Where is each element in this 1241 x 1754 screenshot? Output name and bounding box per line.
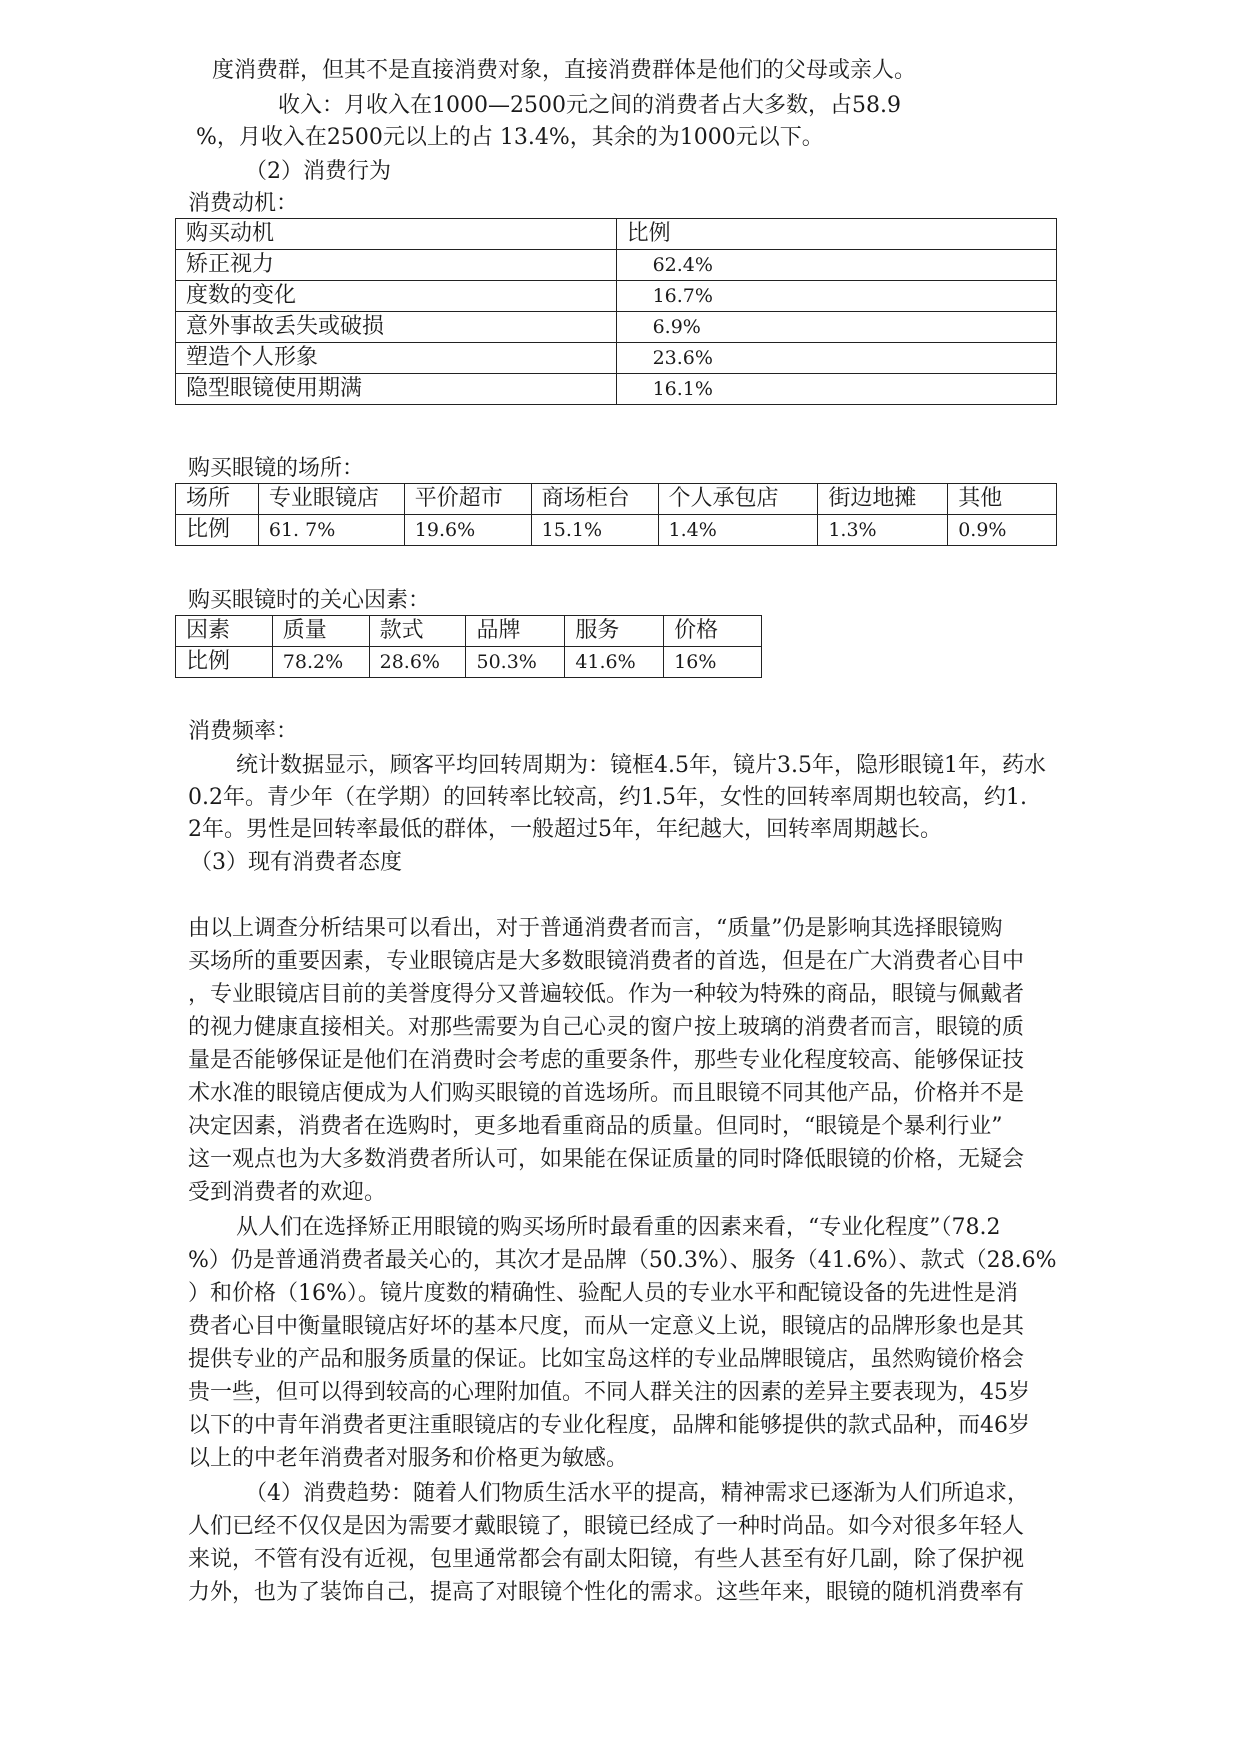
- table-header-cell: 专业眼镜店: [258, 484, 404, 515]
- table-cell: 比例: [176, 647, 273, 678]
- table-cell: 1.3%: [818, 515, 948, 546]
- text-line: 0.2年。青少年（在学期）的回转率比较高，约1.5年，女性的回转率周期也较高，约1.: [188, 785, 1027, 810]
- table-cell: 50.3%: [466, 647, 565, 678]
- place-table: [175, 483, 1057, 546]
- table-header-cell: 品牌: [466, 616, 565, 647]
- text-line: 由以上调查分析结果可以看出，对于普通消费者而言，“质量”仍是影响其选择眼镜购: [188, 916, 1003, 941]
- table-header-row: [176, 616, 762, 647]
- table-cell: 隐型眼镜使用期满: [176, 374, 617, 405]
- table-header-cell: 场所: [176, 484, 259, 515]
- table-cell: 41.6%: [565, 647, 664, 678]
- table-header-cell: 比例: [616, 219, 1056, 250]
- table-row: [176, 250, 1057, 281]
- table-header-cell: 个人承包店: [658, 484, 818, 515]
- table-header-cell: 款式: [369, 616, 466, 647]
- table-header-cell: 价格: [664, 616, 762, 647]
- text-line: 来说，不管有没有近视，包里通常都会有副太阳镜，有些人甚至有好几副，除了保护视: [188, 1547, 1025, 1572]
- text-line: 买场所的重要因素，专业眼镜店是大多数眼镜消费者的首选，但是在广大消费者心目中: [188, 949, 1025, 974]
- table-title: 购买眼镜的场所：: [188, 456, 365, 481]
- table-row: [176, 281, 1057, 312]
- text-line: 这一观点也为大多数消费者所认可，如果能在保证质量的同时降低眼镜的价格，无疑会: [188, 1147, 1025, 1172]
- text-line: 以下的中青年消费者更注重眼镜店的专业化程度，品牌和能够提供的款式品种，而46岁: [188, 1413, 1030, 1438]
- text-line: （4）消费趋势：随着人们物质生活水平的提高，精神需求已逐渐为人们所追求，: [245, 1481, 1029, 1506]
- table-cell: 23.6%: [616, 343, 1056, 374]
- table-row: [176, 343, 1057, 374]
- text-line: ，专业眼镜店目前的美誉度得分又普遍较低。作为一种较为特殊的商品，眼镜与佩戴者: [188, 982, 1025, 1007]
- text-line: 力外，也为了装饰自己，提高了对眼镜个性化的需求。这些年来，眼镜的随机消费率有: [188, 1580, 1025, 1605]
- text-line: 消费频率：: [188, 719, 299, 744]
- table-header-cell: 服务: [565, 616, 664, 647]
- table-row: [176, 374, 1057, 405]
- table-cell: 度数的变化: [176, 281, 617, 312]
- text-line: %）仍是普通消费者最关心的，其次才是品牌（50.3%）、服务（41.6%）、款式（28.6%: [188, 1248, 1057, 1273]
- table-title: 购买眼镜时的关心因素：: [188, 588, 431, 613]
- table-cell: 28.6%: [369, 647, 466, 678]
- table-header-cell: 其他: [948, 484, 1057, 515]
- section-heading: （2）消费行为: [245, 159, 391, 184]
- table-cell: 6.9%: [616, 312, 1056, 343]
- section-heading: （3）现有消费者态度: [190, 850, 402, 875]
- text-line: 以上的中老年消费者对服务和价格更为敏感。: [188, 1446, 629, 1471]
- text-line: 人们已经不仅仅是因为需要才戴眼镜了，眼镜已经成了一种时尚品。如今对很多年轻人: [188, 1514, 1025, 1539]
- text-line: 2年。男性是回转率最低的群体，一般超过5年，年纪越大，回转率周期越长。: [188, 817, 942, 842]
- table-cell: 19.6%: [404, 515, 531, 546]
- table-header-cell: 平价超市: [404, 484, 531, 515]
- table-header-cell: 购买动机: [176, 219, 617, 250]
- text-line: 受到消费者的欢迎。: [188, 1180, 387, 1205]
- table-header-cell: 因素: [176, 616, 273, 647]
- motive-table: [175, 218, 1057, 405]
- text-line: 决定因素，消费者在选购时，更多地看重商品的质量。但同时，“眼镜是个暴利行业”: [188, 1114, 1003, 1139]
- table-row: [176, 515, 1057, 546]
- text-line: 的视力健康直接相关。对那些需要为自己心灵的窗户按上玻璃的消费者而言，眼镜的质: [188, 1015, 1025, 1040]
- table-header-cell: 商场柜台: [531, 484, 658, 515]
- table-cell: 0.9%: [948, 515, 1057, 546]
- text-line: 费者心目中衡量眼镜店好坏的基本尺度，而从一定意义上说，眼镜店的品牌形象也是其: [188, 1314, 1025, 1339]
- table-row: [176, 312, 1057, 343]
- table-cell: 意外事故丢失或破损: [176, 312, 617, 343]
- text-line: 度消费群，但其不是直接消费对象，直接消费群体是他们的父母或亲人。: [212, 58, 917, 83]
- text-line: ）和价格（16%）。镜片度数的精确性、验配人员的专业水平和配镜设备的先进性是消: [188, 1281, 1018, 1306]
- table-cell: 1.4%: [658, 515, 818, 546]
- table-cell: 比例: [176, 515, 259, 546]
- table-cell: 61. 7%: [258, 515, 404, 546]
- text-line: 提供专业的产品和服务质量的保证。比如宝岛这样的专业品牌眼镜店，虽然购镜价格会: [188, 1347, 1025, 1372]
- text-line: 从人们在选择矫正用眼镜的购买场所时最看重的因素来看，“专业化程度”（78.2: [236, 1215, 1001, 1240]
- table-header-cell: 街边地摊: [818, 484, 948, 515]
- table-cell: 78.2%: [272, 647, 369, 678]
- table-header-row: [176, 219, 1057, 250]
- table-row: [176, 647, 762, 678]
- text-line: 贵一些，但可以得到较高的心理附加值。不同人群关注的因素的差异主要表现为，45岁: [188, 1380, 1030, 1405]
- table-cell: 16%: [664, 647, 762, 678]
- table-cell: 15.1%: [531, 515, 658, 546]
- table-header-row: [176, 484, 1057, 515]
- table-cell: 16.1%: [616, 374, 1056, 405]
- text-line: 量是否能够保证是他们在消费时会考虑的重要条件，那些专业化程度较高、能够保证技: [188, 1048, 1025, 1073]
- table-cell: 16.7%: [616, 281, 1056, 312]
- text-line: 术水准的眼镜店便成为人们购买眼镜的首选场所。而且眼镜不同其他产品，价格并不是: [188, 1081, 1025, 1106]
- table-cell: 62.4%: [616, 250, 1056, 281]
- table-cell: 塑造个人形象: [176, 343, 617, 374]
- table-cell: 矫正视力: [176, 250, 617, 281]
- factor-table: [175, 615, 762, 678]
- text-line: %，月收入在2500元以上的占 13.4%，其余的为1000元以下。: [196, 125, 824, 150]
- table-header-cell: 质量: [272, 616, 369, 647]
- text-line: 收入：月收入在1000—2500元之间的消费者占大多数，占58.9: [278, 93, 901, 118]
- text-line: 统计数据显示，顾客平均回转周期为：镜框4.5年，镜片3.5年，隐形眼镜1年，药水: [236, 753, 1046, 778]
- text-line: 消费动机：: [188, 191, 299, 216]
